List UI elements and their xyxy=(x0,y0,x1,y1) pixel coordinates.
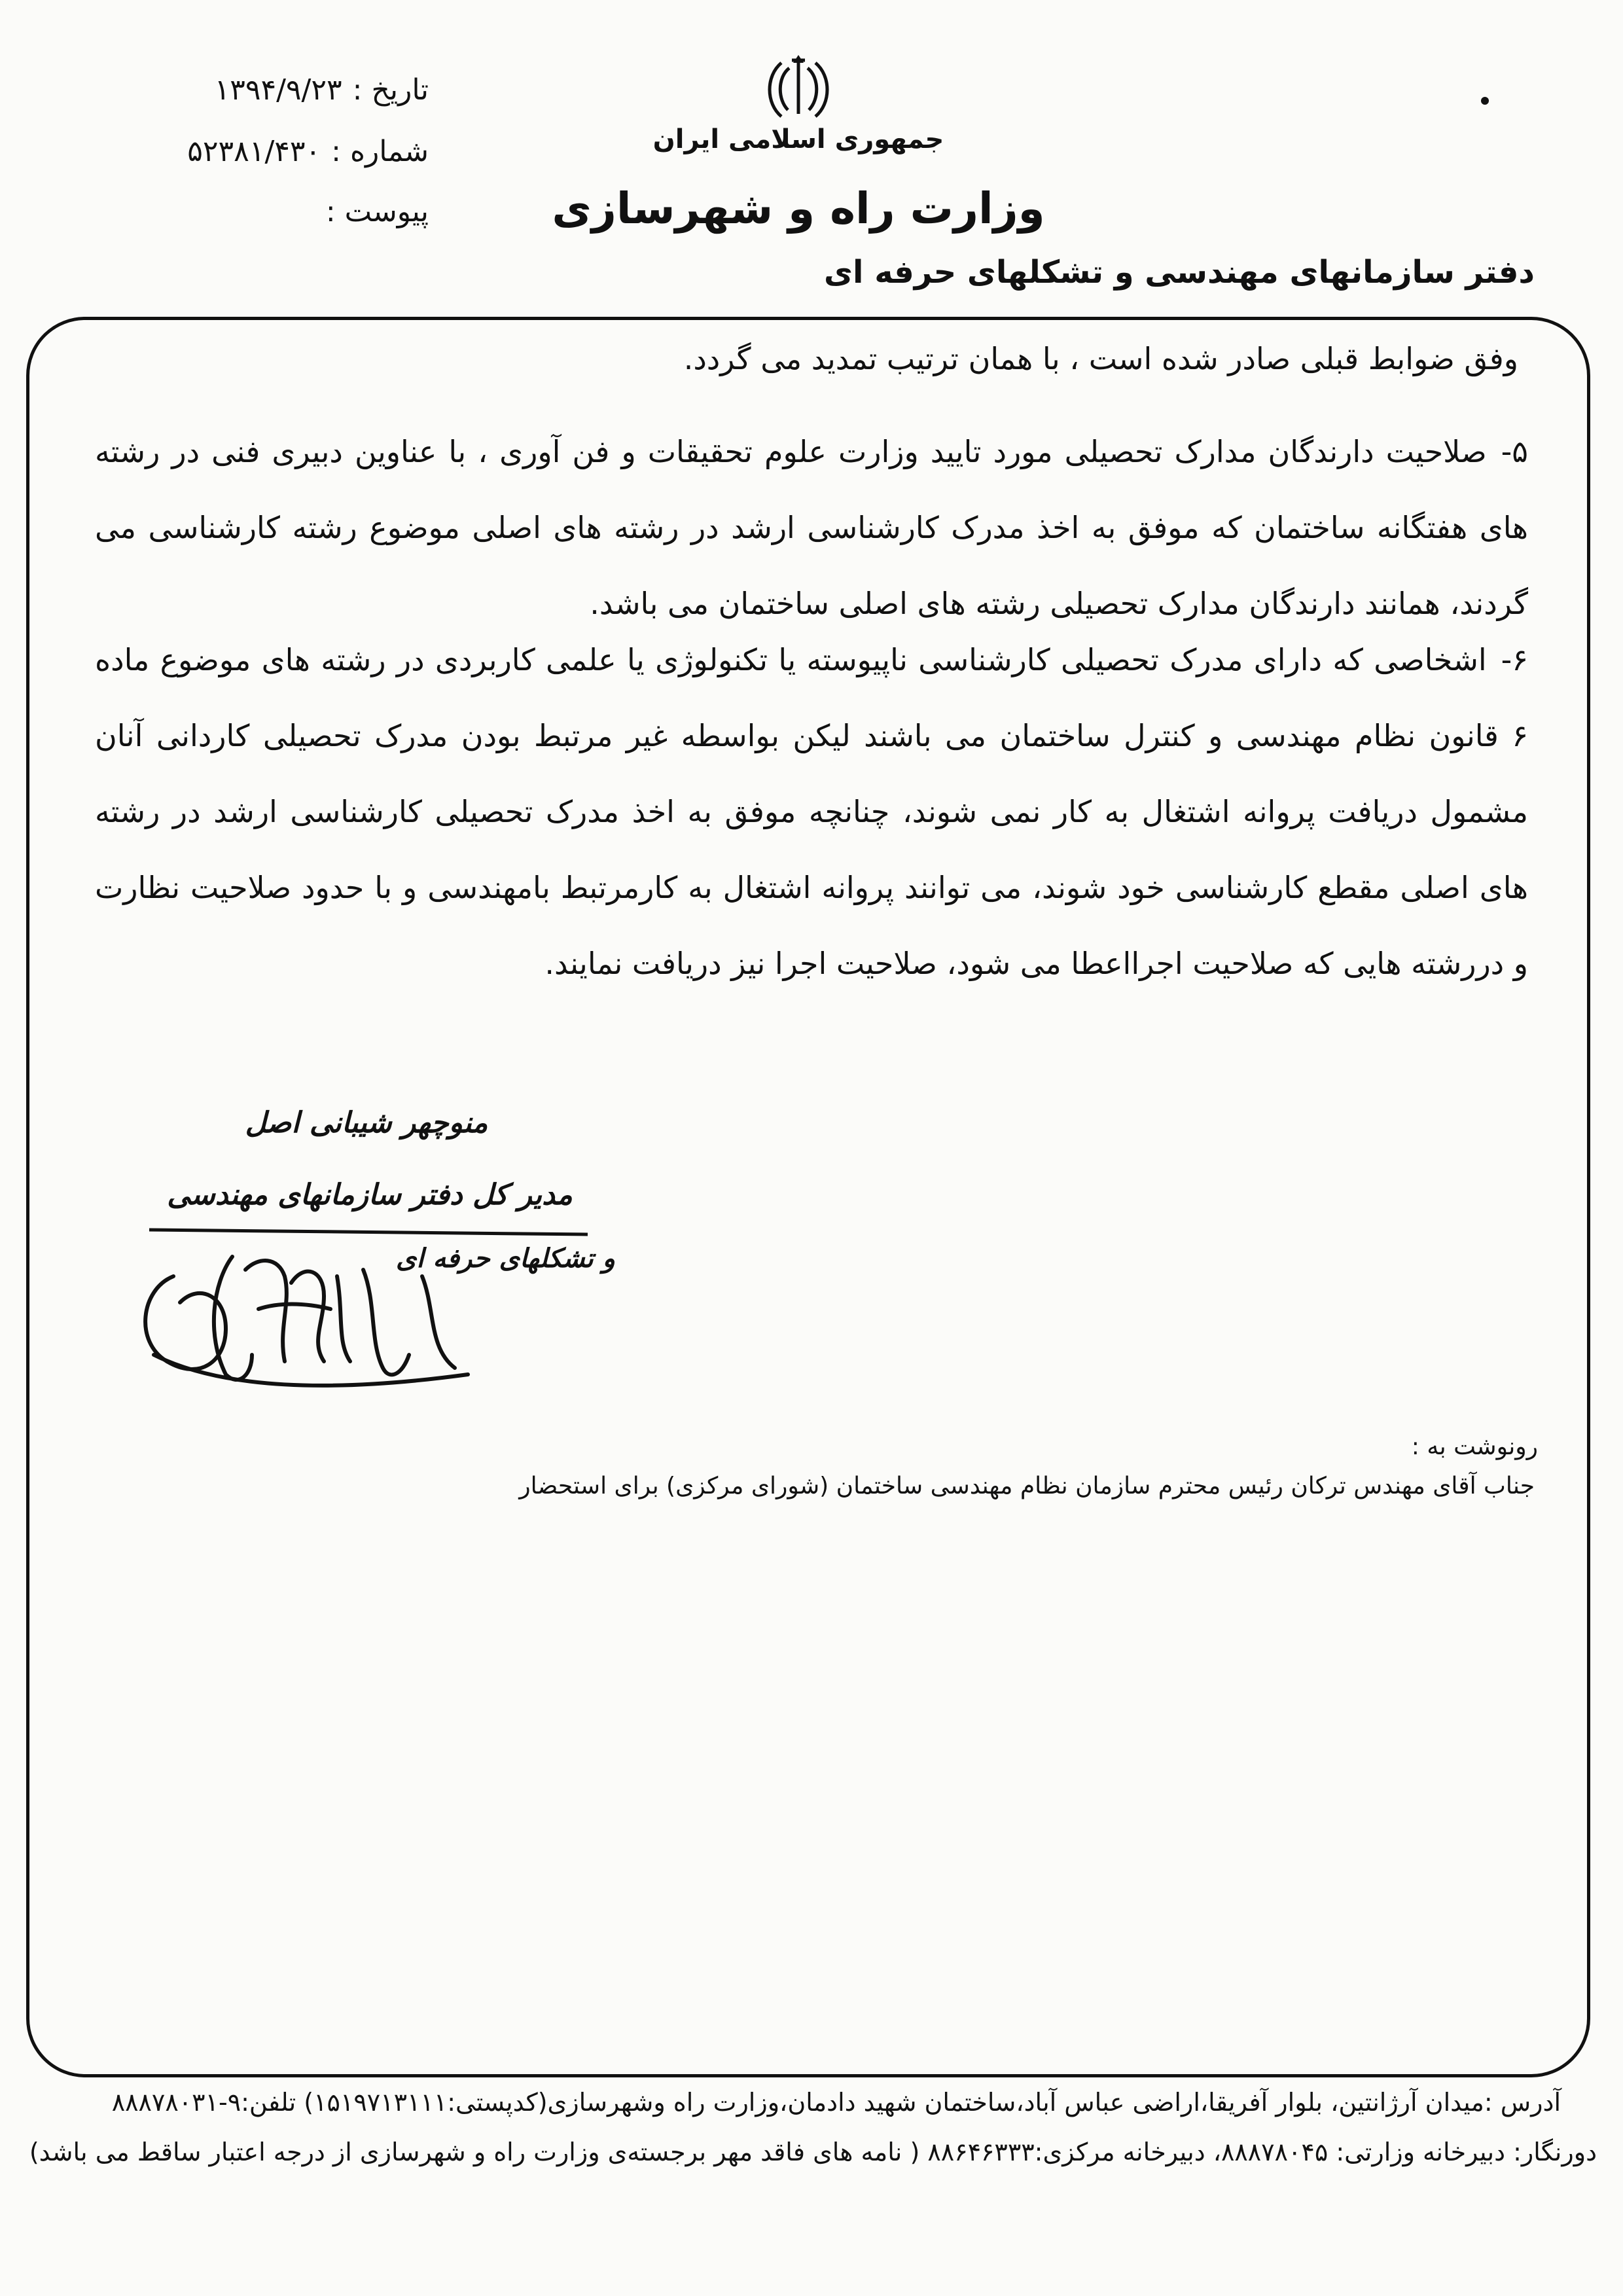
department-heading: دفتر سازمانهای مهندسی و تشکلهای حرفه ای xyxy=(824,254,1535,291)
attachment-row xyxy=(141,195,429,228)
signer-title-continued: و تشکلهای حرفه ای xyxy=(396,1244,615,1274)
number-row xyxy=(141,135,429,168)
clause-text: اشخاصی که دارای مدرک تحصیلی کارشناسی ناپیوسته یا تکنولوژی یا علمی کاربردی در رشته های موضوع ماده ۶ قانون نظام مهندسی و کنترل ساختمان می باشند لیکن بواسطه غیر مرتبط بودن مدرک تحصیلی کاردانی آنان مشمول دریافت پروانه اشتغال به کار نمی شوند، چنانچه موفق به اخذ مدرک تحصیلی کارشناسی ارشد در رشته های اصلی مقطع کارشناسی خود شوند، می توانند پروانه اشتغال به کارمرتبط بامهندسی و با حدود صلاحیت نظارت و دررشته هایی که صلاحیت اجرااعطا می شود، صلاحیت اجرا نیز دریافت نمایند. xyxy=(95,642,1528,981)
clause-6 xyxy=(95,622,1528,1001)
handwritten-signature xyxy=(128,1230,494,1401)
republic-heading: جمهوری اسلامی ایران xyxy=(652,124,944,154)
scan-dot xyxy=(1481,97,1489,105)
date-value: ۱۳۹۴/۹/۲۳ xyxy=(214,73,342,107)
cc-recipient: جناب آقای مهندس ترکان رئیس محترم سازمان نظام مهندسی ساختمان (شورای مرکزی) برای استحضار xyxy=(519,1473,1535,1499)
clause-text: صلاحیت دارندگان مدارک تحصیلی مورد تایید وزارت علوم تحقیقات و فن آوری ، با عناوین دبیری فنی در رشته های هفتگانه ساختمان که موفق به اخذ مدرک کارشناسی ارشد در رشته های اصلی موضوع رشته کارشناسی می گردند، همانند دارندگان مدارک تحصیلی رشته های اصلی ساختمان می باشد. xyxy=(95,434,1528,621)
footer-address: آدرس :میدان آرژانتین، بلوار آفریقا،اراضی عباس آباد،ساختمان شهید دادمان،وزارت راه وشهرسازی(کدپستی:۱۵۱۹۷۱۳۱۱۱) تلفن:۹-۸۸۸۷۸۰۳۱ xyxy=(111,2088,1561,2117)
ministry-heading: وزارت راه و شهرسازی xyxy=(552,183,1045,234)
signer-name: منوچهر شیبانی اصل xyxy=(245,1106,488,1139)
number-label: شماره : xyxy=(331,135,429,168)
number-value: ۵۲۳۸۱/۴۳۰ xyxy=(187,135,321,168)
clause-number: ۶- xyxy=(1501,642,1528,677)
clause-5 xyxy=(95,414,1528,641)
iran-emblem-icon xyxy=(759,54,838,126)
signer-title: مدیر کل دفتر سازمانهای مهندسی xyxy=(167,1178,573,1211)
date-label: تاریخ : xyxy=(352,73,429,107)
clause-number: ۵- xyxy=(1501,434,1528,469)
date-row xyxy=(141,73,429,107)
cc-label: رونوشت به : xyxy=(1411,1433,1538,1460)
attachment-label: پیوست : xyxy=(325,195,429,228)
intro-paragraph: وفق ضوابط قبلی صادر شده است ، با همان ترتیب تمدید می گردد. xyxy=(683,341,1518,376)
footer-fax: دورنگار: دبیرخانه وزارتی: ۸۸۸۷۸۰۴۵، دبیرخانه مرکزی:۸۸۶۴۶۳۳۳ ( نامه های فاقد مهر برجسته‌ی وزارت راه و شهرسازی از درجه اعتبار ساقط می باشد) xyxy=(29,2138,1597,2166)
